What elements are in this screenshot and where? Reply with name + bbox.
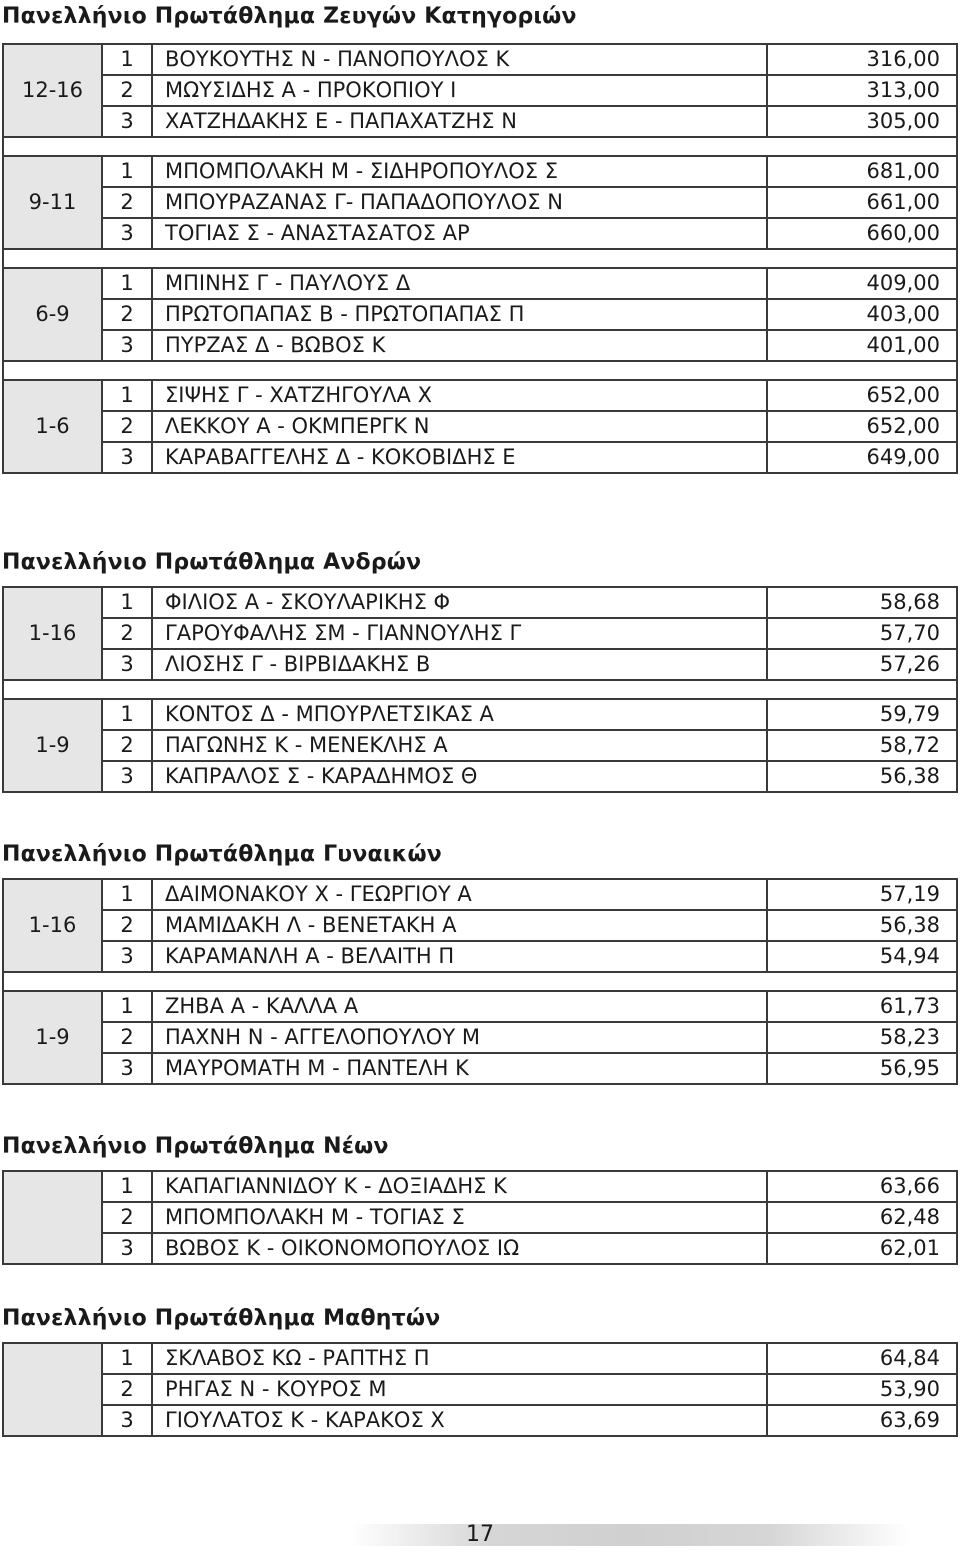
rank-cell: 3 — [102, 649, 152, 680]
rank-cell: 1 — [102, 587, 152, 618]
pair-cell: ΣΙΨΗΣ Γ - ΧΑΤΖΗΓΟΥΛΑ Χ — [152, 380, 767, 411]
category-cell — [3, 1171, 102, 1264]
rank-cell: 2 — [102, 910, 152, 941]
rank-cell: 3 — [102, 1233, 152, 1264]
score-cell: 649,00 — [767, 442, 957, 473]
score-cell: 56,95 — [767, 1053, 957, 1084]
separator-row — [3, 137, 957, 156]
table-row — [3, 618, 957, 649]
table-row — [3, 218, 957, 249]
pair-cell: ΦΙΛΙΟΣ Α - ΣΚΟΥΛΑΡΙΚΗΣ Φ — [152, 587, 767, 618]
pair-cell: ΓΙΟΥΛΑΤΟΣ Κ - ΚΑΡΑΚΟΣ Χ — [152, 1405, 767, 1436]
pair-cell: ΤΟΓΙΑΣ Σ - ΑΝΑΣΤΑΣΑΤΟΣ ΑΡ — [152, 218, 767, 249]
score-cell: 58,72 — [767, 730, 957, 761]
category-cell: 1-6 — [3, 380, 102, 473]
rank-cell: 1 — [102, 380, 152, 411]
table-row — [3, 699, 957, 730]
score-cell: 57,19 — [767, 879, 957, 910]
pair-cell: ΜΑΥΡΟΜΑΤΗ Μ - ΠΑΝΤΕΛΗ Κ — [152, 1053, 767, 1084]
rank-cell: 3 — [102, 941, 152, 972]
category-cell: 1-9 — [3, 699, 102, 792]
table-row — [3, 991, 957, 1022]
rank-cell: 3 — [102, 330, 152, 361]
results-table — [2, 1170, 958, 1265]
section-title: Πανελλήνιο Πρωτάθλημα Μαθητών — [2, 1306, 441, 1331]
rank-cell: 2 — [102, 187, 152, 218]
pair-cell: ΠΑΓΩΝΗΣ Κ - ΜΕΝΕΚΛΗΣ Α — [152, 730, 767, 761]
table-row — [3, 1405, 957, 1436]
pair-cell: ΡΗΓΑΣ Ν - ΚΟΥΡΟΣ Μ — [152, 1374, 767, 1405]
pair-cell: ΛΙΟΣΗΣ Γ - ΒΙΡΒΙΔΑΚΗΣ Β — [152, 649, 767, 680]
page-number: 17 — [466, 1522, 494, 1547]
section-title: Πανελλήνιο Πρωτάθλημα Νέων — [2, 1134, 389, 1159]
score-cell: 316,00 — [767, 44, 957, 75]
rank-cell: 2 — [102, 618, 152, 649]
table-row — [3, 106, 957, 137]
rank-cell: 2 — [102, 1202, 152, 1233]
table-row — [3, 380, 957, 411]
results-table — [2, 878, 958, 1085]
separator-row — [3, 972, 957, 991]
score-cell: 59,79 — [767, 699, 957, 730]
table-row — [3, 299, 957, 330]
score-cell: 409,00 — [767, 268, 957, 299]
pair-cell: ΓΑΡΟΥΦΑΛΗΣ ΣΜ - ΓΙΑΝΝΟΥΛΗΣ Γ — [152, 618, 767, 649]
score-cell: 305,00 — [767, 106, 957, 137]
category-cell: 6-9 — [3, 268, 102, 361]
rank-cell: 1 — [102, 156, 152, 187]
rank-cell: 2 — [102, 730, 152, 761]
separator-row — [3, 249, 957, 268]
rank-cell: 2 — [102, 299, 152, 330]
rank-cell: 3 — [102, 1405, 152, 1436]
score-cell: 660,00 — [767, 218, 957, 249]
table-row — [3, 1022, 957, 1053]
score-cell: 61,73 — [767, 991, 957, 1022]
pair-cell: ΚΑΠΡΑΛΟΣ Σ - ΚΑΡΑΔΗΜΟΣ Θ — [152, 761, 767, 792]
rank-cell: 3 — [102, 442, 152, 473]
table-row — [3, 1202, 957, 1233]
score-cell: 58,68 — [767, 587, 957, 618]
table-row — [3, 587, 957, 618]
score-cell: 57,70 — [767, 618, 957, 649]
pair-cell: ΠΥΡΖΑΣ Δ - ΒΩΒΟΣ Κ — [152, 330, 767, 361]
pair-cell: ΜΠΟΜΠΟΛΑΚΗ Μ - ΤΟΓΙΑΣ Σ — [152, 1202, 767, 1233]
pair-cell: ΛΕΚΚΟΥ Α - ΟΚΜΠΕΡΓΚ Ν — [152, 411, 767, 442]
score-cell: 57,26 — [767, 649, 957, 680]
rank-cell: 1 — [102, 1171, 152, 1202]
section-title: Πανελλήνιο Πρωτάθλημα Ανδρών — [2, 550, 422, 575]
footer-bar — [350, 1524, 910, 1546]
pair-cell: ΚΑΡΑΜΑΝΛΗ Α - ΒΕΛΑΙΤΗ Π — [152, 941, 767, 972]
rank-cell: 1 — [102, 879, 152, 910]
rank-cell: 2 — [102, 411, 152, 442]
score-cell: 62,01 — [767, 1233, 957, 1264]
rank-cell: 2 — [102, 1022, 152, 1053]
score-cell: 401,00 — [767, 330, 957, 361]
table-row — [3, 156, 957, 187]
score-cell: 63,66 — [767, 1171, 957, 1202]
table-row — [3, 649, 957, 680]
score-cell: 313,00 — [767, 75, 957, 106]
pair-cell: ΣΚΛΑΒΟΣ ΚΩ - ΡΑΠΤΗΣ Π — [152, 1343, 767, 1374]
table-row — [3, 761, 957, 792]
pair-cell: ΒΩΒΟΣ Κ - ΟΙΚΟΝΟΜΟΠΟΥΛΟΣ ΙΩ — [152, 1233, 767, 1264]
results-table — [2, 1342, 958, 1437]
table-row — [3, 1053, 957, 1084]
score-cell: 63,69 — [767, 1405, 957, 1436]
category-cell: 1-16 — [3, 879, 102, 972]
table-row — [3, 442, 957, 473]
score-cell: 403,00 — [767, 299, 957, 330]
category-cell — [3, 1343, 102, 1436]
score-cell: 652,00 — [767, 411, 957, 442]
table-row — [3, 1343, 957, 1374]
score-cell: 62,48 — [767, 1202, 957, 1233]
separator-row — [3, 361, 957, 380]
results-table — [2, 586, 958, 793]
rank-cell: 3 — [102, 1053, 152, 1084]
category-cell: 9-11 — [3, 156, 102, 249]
pair-cell: ΚΟΝΤΟΣ Δ - ΜΠΟΥΡΛΕΤΣΙΚΑΣ Α — [152, 699, 767, 730]
score-cell: 64,84 — [767, 1343, 957, 1374]
pair-cell: ΔΑΙΜΟΝΑΚΟΥ Χ - ΓΕΩΡΓΙΟΥ Α — [152, 879, 767, 910]
rank-cell: 2 — [102, 75, 152, 106]
rank-cell: 1 — [102, 1343, 152, 1374]
rank-cell: 3 — [102, 218, 152, 249]
table-row — [3, 941, 957, 972]
pair-cell: ΚΑΠΑΓΙΑΝΝΙΔΟΥ Κ - ΔΟΞΙΑΔΗΣ Κ — [152, 1171, 767, 1202]
pair-cell: ΜΠΟΥΡΑΖΑΝΑΣ Γ- ΠΑΠΑΔΟΠΟΥΛΟΣ Ν — [152, 187, 767, 218]
rank-cell: 1 — [102, 699, 152, 730]
table-row — [3, 268, 957, 299]
pair-cell: ΚΑΡΑΒΑΓΓΕΛΗΣ Δ - ΚΟΚΟΒΙΔΗΣ Ε — [152, 442, 767, 473]
score-cell: 54,94 — [767, 941, 957, 972]
pair-cell: ΠΡΩΤΟΠΑΠΑΣ Β - ΠΡΩΤΟΠΑΠΑΣ Π — [152, 299, 767, 330]
rank-cell: 1 — [102, 268, 152, 299]
table-row — [3, 879, 957, 910]
table-row — [3, 411, 957, 442]
score-cell: 661,00 — [767, 187, 957, 218]
score-cell: 53,90 — [767, 1374, 957, 1405]
score-cell: 56,38 — [767, 910, 957, 941]
section-title: Πανελλήνιο Πρωτάθλημα Γυναικών — [2, 842, 442, 867]
table-row — [3, 910, 957, 941]
score-cell: 56,38 — [767, 761, 957, 792]
score-cell: 652,00 — [767, 380, 957, 411]
table-row — [3, 730, 957, 761]
pair-cell: ΜΑΜΙΔΑΚΗ Λ - ΒΕΝΕΤΑΚΗ Α — [152, 910, 767, 941]
pair-cell: ΖΗΒΑ Α - ΚΑΛΛΑ Α — [152, 991, 767, 1022]
table-row — [3, 1374, 957, 1405]
pair-cell: ΜΠΙΝΗΣ Γ - ΠΑΥΛΟΥΣ Δ — [152, 268, 767, 299]
rank-cell: 1 — [102, 44, 152, 75]
category-cell: 1-16 — [3, 587, 102, 680]
table-row — [3, 1233, 957, 1264]
pair-cell: ΜΠΟΜΠΟΛΑΚΗ Μ - ΣΙΔΗΡΟΠΟΥΛΟΣ Σ — [152, 156, 767, 187]
table-row — [3, 1171, 957, 1202]
rank-cell: 3 — [102, 761, 152, 792]
rank-cell: 3 — [102, 106, 152, 137]
table-row — [3, 187, 957, 218]
score-cell: 681,00 — [767, 156, 957, 187]
rank-cell: 1 — [102, 991, 152, 1022]
table-row — [3, 44, 957, 75]
pair-cell: ΒΟΥΚΟΥΤΗΣ Ν - ΠΑΝΟΠΟΥΛΟΣ Κ — [152, 44, 767, 75]
category-cell: 12-16 — [3, 44, 102, 137]
pair-cell: ΜΩΥΣΙΔΗΣ Α - ΠΡΟΚΟΠΙΟΥ Ι — [152, 75, 767, 106]
pair-cell: ΧΑΤΖΗΔΑΚΗΣ Ε - ΠΑΠΑΧΑΤΖΗΣ Ν — [152, 106, 767, 137]
section-title: Πανελλήνιο Πρωτάθλημα Ζευγών Κατηγοριών — [2, 4, 577, 29]
results-table — [2, 43, 958, 474]
table-row — [3, 75, 957, 106]
category-cell: 1-9 — [3, 991, 102, 1084]
pair-cell: ΠΑΧΝΗ Ν - ΑΓΓΕΛΟΠΟΥΛΟΥ Μ — [152, 1022, 767, 1053]
score-cell: 58,23 — [767, 1022, 957, 1053]
separator-row — [3, 680, 957, 699]
rank-cell: 2 — [102, 1374, 152, 1405]
table-row — [3, 330, 957, 361]
